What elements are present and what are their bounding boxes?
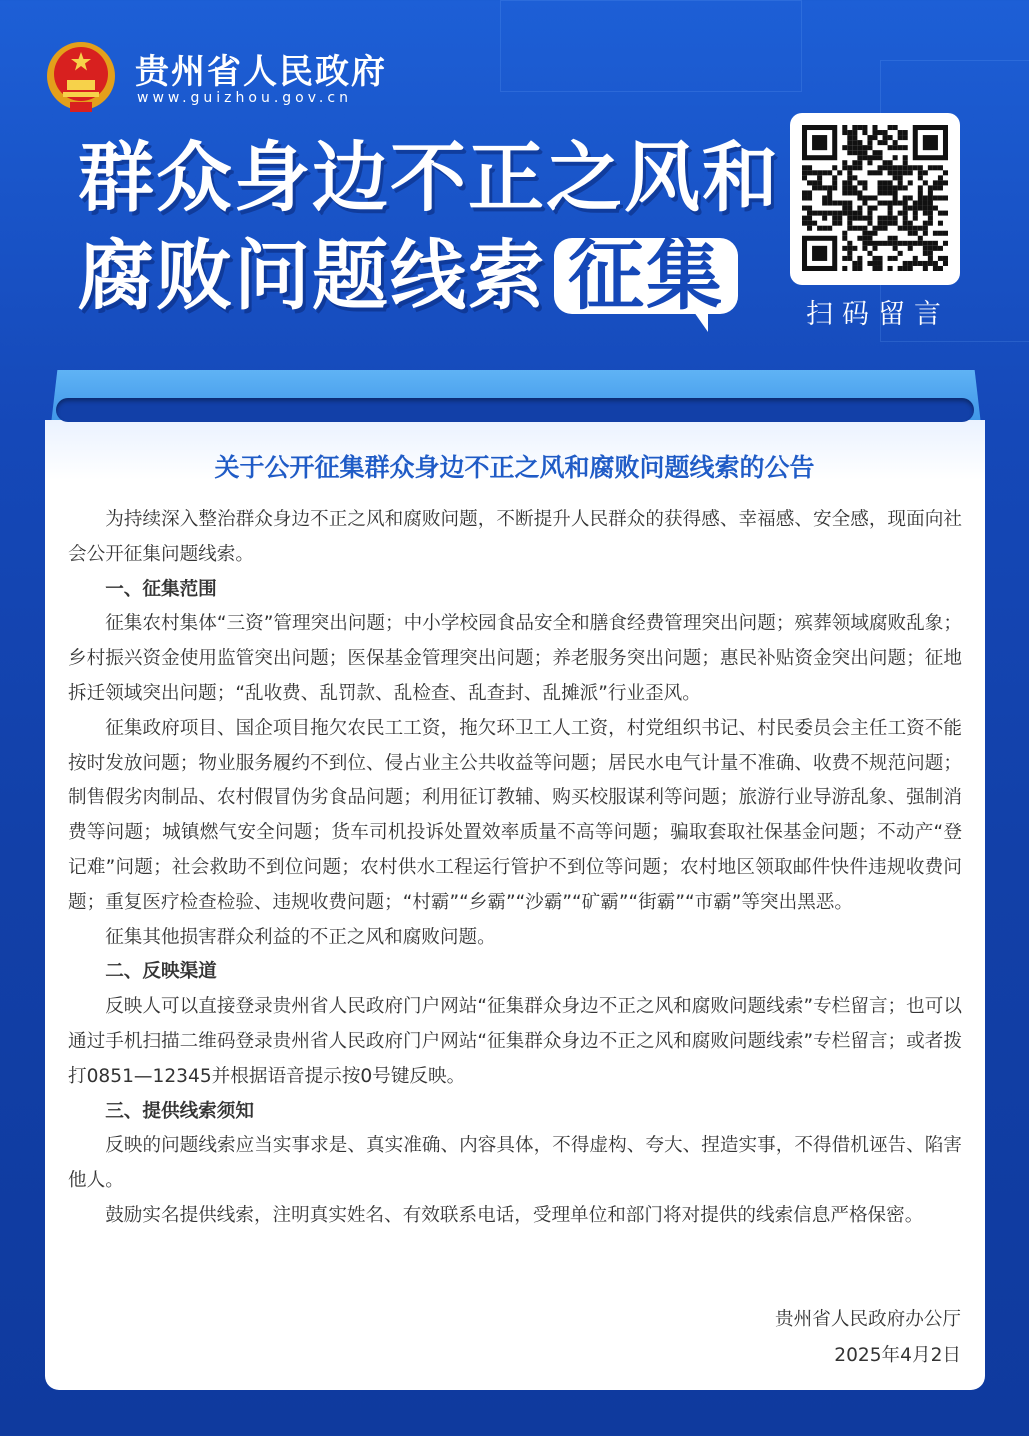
headline-badge: 征集 xyxy=(554,238,738,314)
section-heading: 三、提供线索须知 xyxy=(105,1100,254,1122)
notice-body xyxy=(68,503,962,1234)
background-decoration xyxy=(500,0,802,92)
paragraph: 反映的问题线索应当实事求是、真实准确、内容具体，不得虚构、夸大、捏造实事，不得借机诬告、陷害他人。 xyxy=(68,1135,962,1192)
org-name: 贵州省人民政府 xyxy=(135,52,387,92)
headline-line1: 群众身边不正之风和 xyxy=(78,133,780,222)
headline-line2-text: 腐败问题线索 xyxy=(78,231,546,320)
national-emblem-logo xyxy=(44,40,118,116)
notice-title: 关于公开征集群众身边不正之风和腐败问题线索的公告 xyxy=(214,453,815,482)
qr-code-icon xyxy=(802,125,948,271)
section-heading: 二、反映渠道 xyxy=(105,961,217,983)
paragraph: 征集农村集体“三资”管理突出问题；中小学校园食品安全和膳食经费管理突出问题；殡葬领域腐败乱象；乡村振兴资金使用监管突出问题；医保基金管理突出问题；养老服务突出问题；惠民补贴资金突出问题；征地拆迁领域突出问题；“乱收费、乱罚款、乱检查、乱查封、乱摊派”行业歪风。 xyxy=(68,613,962,704)
org-url: www.guizhou.gov.cn xyxy=(137,90,352,106)
intro-paragraph: 为持续深入整治群众身边不正之风和腐败问题，不断提升人民群众的获得感、幸福感、安全感，现面向社会公开征集问题线索。 xyxy=(68,509,962,565)
paragraph: 征集其他损害群众利益的不正之风和腐败问题。 xyxy=(105,926,496,948)
section-heading: 一、征集范围 xyxy=(105,578,217,600)
qr-caption: 扫码留言 xyxy=(806,299,950,330)
paragraph: 反映人可以直接登录贵州省人民政府门户网站“征集群众身边不正之风和腐败问题线索”专栏留言；也可以通过手机扫描二维码登录贵州省人民政府门户网站“征集群众身边不正之风和腐败问题线索”专栏留言；或者拨打0851—12345并根据语音提示按0号键反映。 xyxy=(68,996,962,1087)
issue-date: 2025年4月2日 xyxy=(834,1345,961,1366)
paragraph: 鼓励实名提供线索，注明真实姓名、有效联系电话，受理单位和部门将对提供的线索信息严格保密。 xyxy=(105,1204,924,1226)
paragraph: 征集政府项目、国企项目拖欠农民工工资，拖欠环卫工人工资，村党组织书记、村民委员会主任工资不能按时发放问题；物业服务履约不到位、侵占业主公共收益等问题；居民水电气计量不准确、收费不规范问题；制售假劣肉制品、农村假冒伪劣食品问题；利用征订教辅、购买校服谋利等问题；旅游行业导游乱象、强制消费等问题；城镇燃气安全问题；货车司机投诉处置效率质量不高等问题；骗取套取社保基金问题；不动产“登记难”问题；社会救助不到位问题；农村供水工程运行管护不到位等问题；农村地区领取邮件快件违规收费问题；重复医疗检查检验、违规收费问题；“村霸”“乡霸”“沙霸”“矿霸”“街霸”“市霸”等突出黑恶。 xyxy=(68,717,962,913)
card-frame-bar xyxy=(56,398,974,422)
qr-code[interactable] xyxy=(790,113,960,285)
issuer: 贵州省人民政府办公厅 xyxy=(775,1309,961,1330)
headline-line2 xyxy=(78,231,738,320)
signature-block xyxy=(775,1302,961,1374)
